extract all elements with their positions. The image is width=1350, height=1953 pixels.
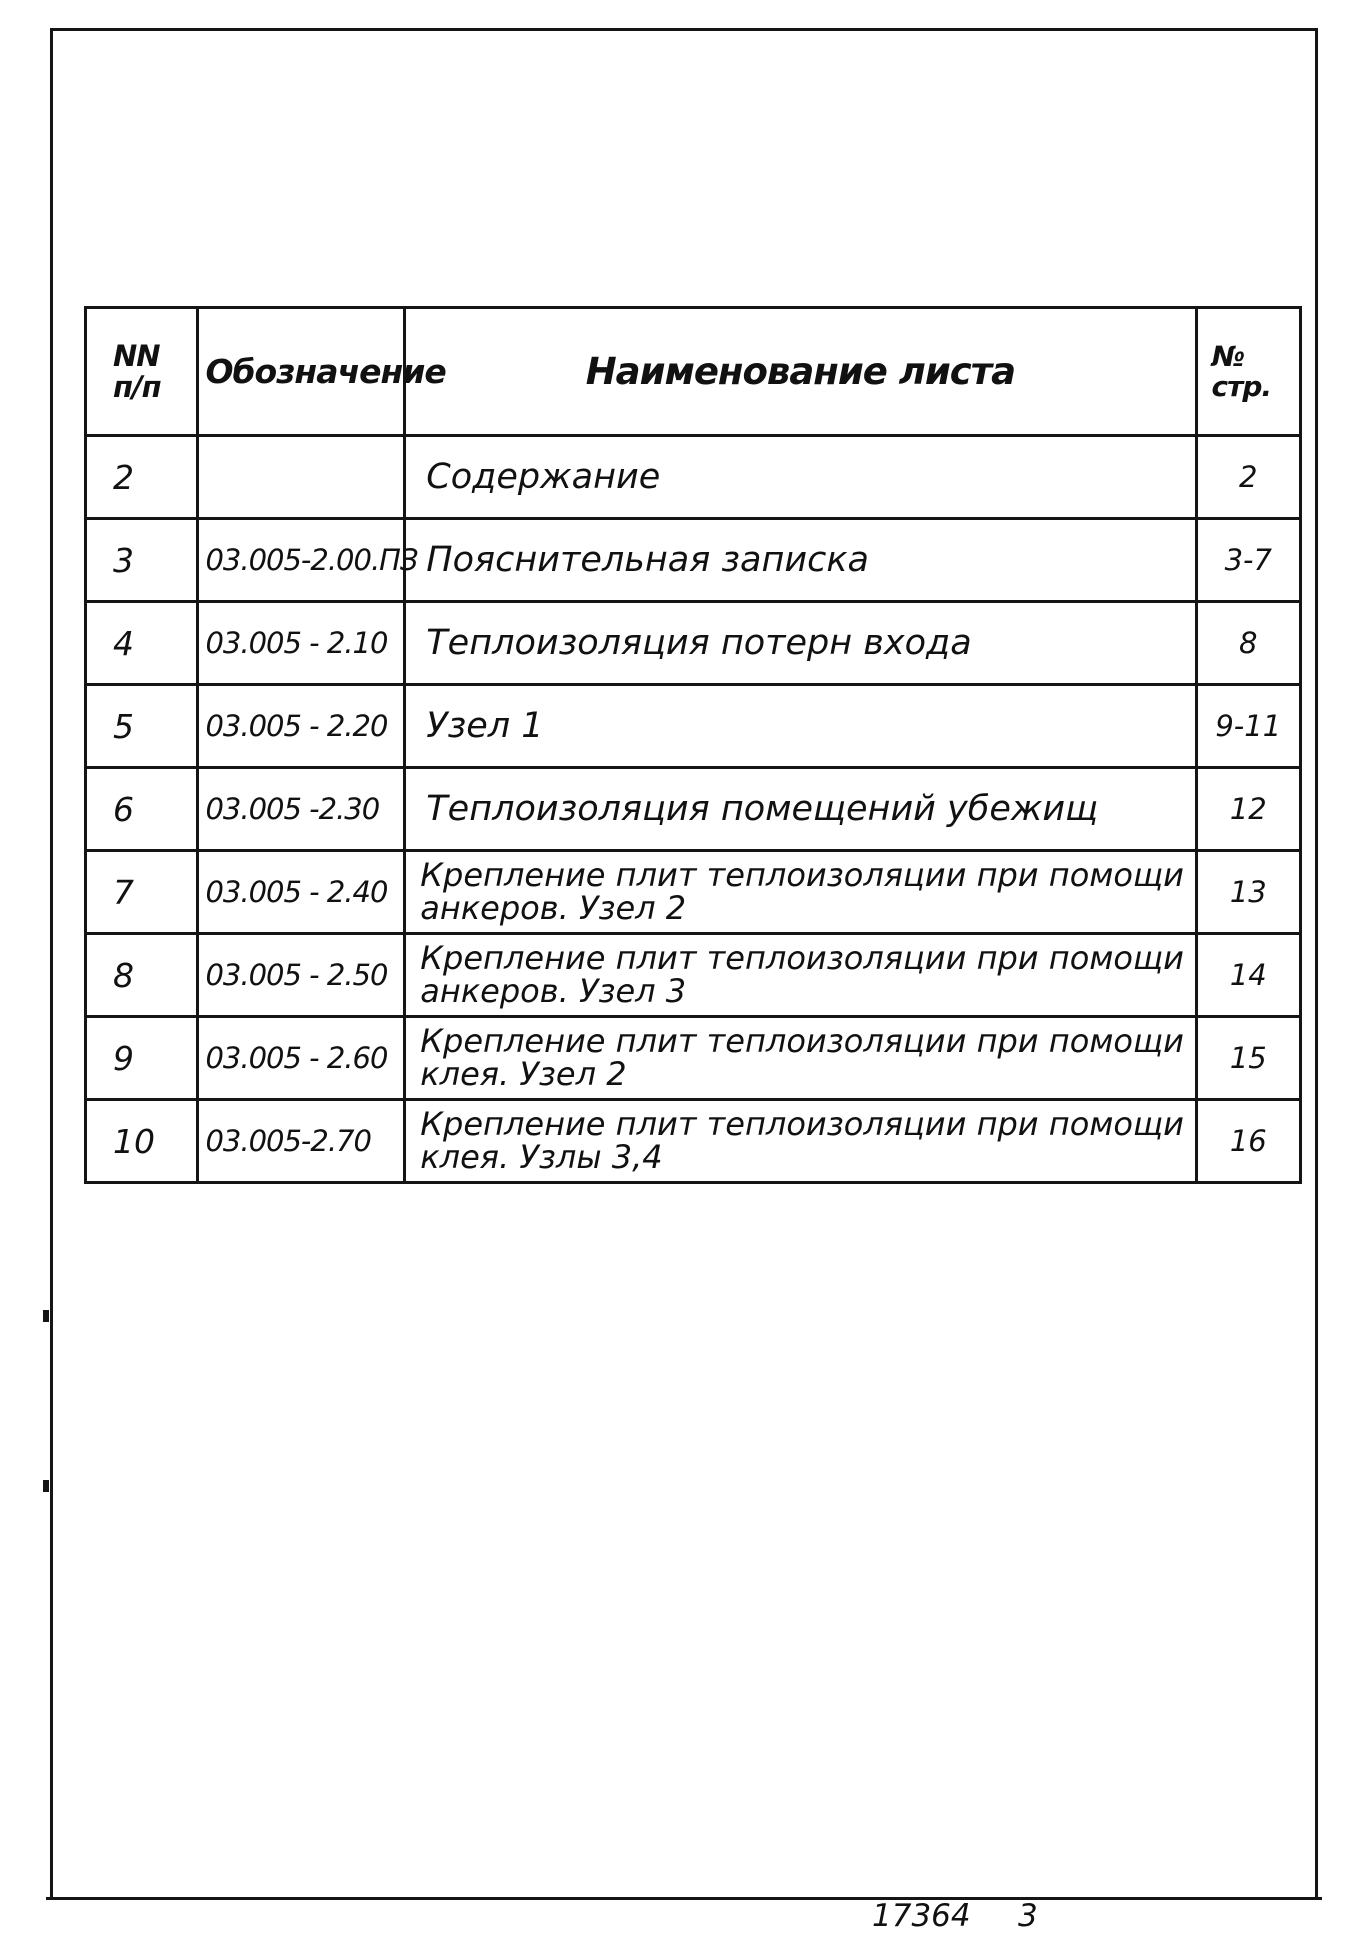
row-number: 5 (86, 685, 198, 768)
row-sheet-name: Теплоизоляция помещений убежищ (405, 768, 1196, 851)
row-designation: 03.005 - 2.60 (198, 1017, 405, 1100)
row-page: 8 (1196, 602, 1300, 685)
row-page: 16 (1196, 1100, 1300, 1183)
table-header-row (86, 308, 1301, 436)
row-page: 12 (1196, 768, 1300, 851)
frame-tick-mark (43, 1480, 49, 1492)
row-designation: 03.005 - 2.50 (198, 934, 405, 1017)
row-number: 7 (86, 851, 198, 934)
row-sheet-name: Теплоизоляция потерн входа (405, 602, 1196, 685)
row-designation: 03.005 - 2.20 (198, 685, 405, 768)
table-row (86, 1100, 1301, 1183)
row-sheet-name: Крепление плит теплоизоляции при помощи анкеров. Узел 3 (405, 934, 1196, 1017)
table-row (86, 436, 1301, 519)
row-designation (198, 436, 405, 519)
row-number: 8 (86, 934, 198, 1017)
table-row (86, 768, 1301, 851)
row-page: 15 (1196, 1017, 1300, 1100)
row-number: 10 (86, 1100, 198, 1183)
row-page: 3-7 (1196, 519, 1300, 602)
header-sheet-name: Наименование листа (405, 308, 1196, 436)
table-row (86, 1017, 1301, 1100)
contents-table (84, 306, 1302, 1184)
row-number: 3 (86, 519, 198, 602)
table-row (86, 685, 1301, 768)
sheet-number: 3 (1018, 1898, 1038, 1934)
row-sheet-name: Узел 1 (405, 685, 1196, 768)
row-page: 9-11 (1196, 685, 1300, 768)
row-page: 2 (1196, 436, 1300, 519)
row-sheet-name: Крепление плит теплоизоляции при помощи клея. Узлы 3,4 (405, 1100, 1196, 1183)
row-number: 9 (86, 1017, 198, 1100)
row-number: 2 (86, 436, 198, 519)
frame-bottom-line (46, 1897, 1322, 1900)
row-sheet-name: Пояснительная записка (405, 519, 1196, 602)
table-row (86, 602, 1301, 685)
header-number: NN п/п (86, 308, 198, 436)
row-designation: 03.005-2.00.ПЗ (198, 519, 405, 602)
row-designation: 03.005 -2.30 (198, 768, 405, 851)
table-row (86, 519, 1301, 602)
row-sheet-name: Содержание (405, 436, 1196, 519)
document-number: 17364 (872, 1898, 971, 1934)
row-designation: 03.005 - 2.40 (198, 851, 405, 934)
row-designation: 03.005 - 2.10 (198, 602, 405, 685)
row-number: 4 (86, 602, 198, 685)
row-number: 6 (86, 768, 198, 851)
row-designation: 03.005-2.70 (198, 1100, 405, 1183)
row-sheet-name: Крепление плит теплоизоляции при помощи клея. Узел 2 (405, 1017, 1196, 1100)
frame-tick-mark (43, 1310, 49, 1322)
row-sheet-name: Крепление плит теплоизоляции при помощи анкеров. Узел 2 (405, 851, 1196, 934)
table-row (86, 851, 1301, 934)
row-page: 14 (1196, 934, 1300, 1017)
header-page: № стр. (1196, 308, 1300, 436)
table-row (86, 934, 1301, 1017)
row-page: 13 (1196, 851, 1300, 934)
header-designation: Обозначение (198, 308, 405, 436)
